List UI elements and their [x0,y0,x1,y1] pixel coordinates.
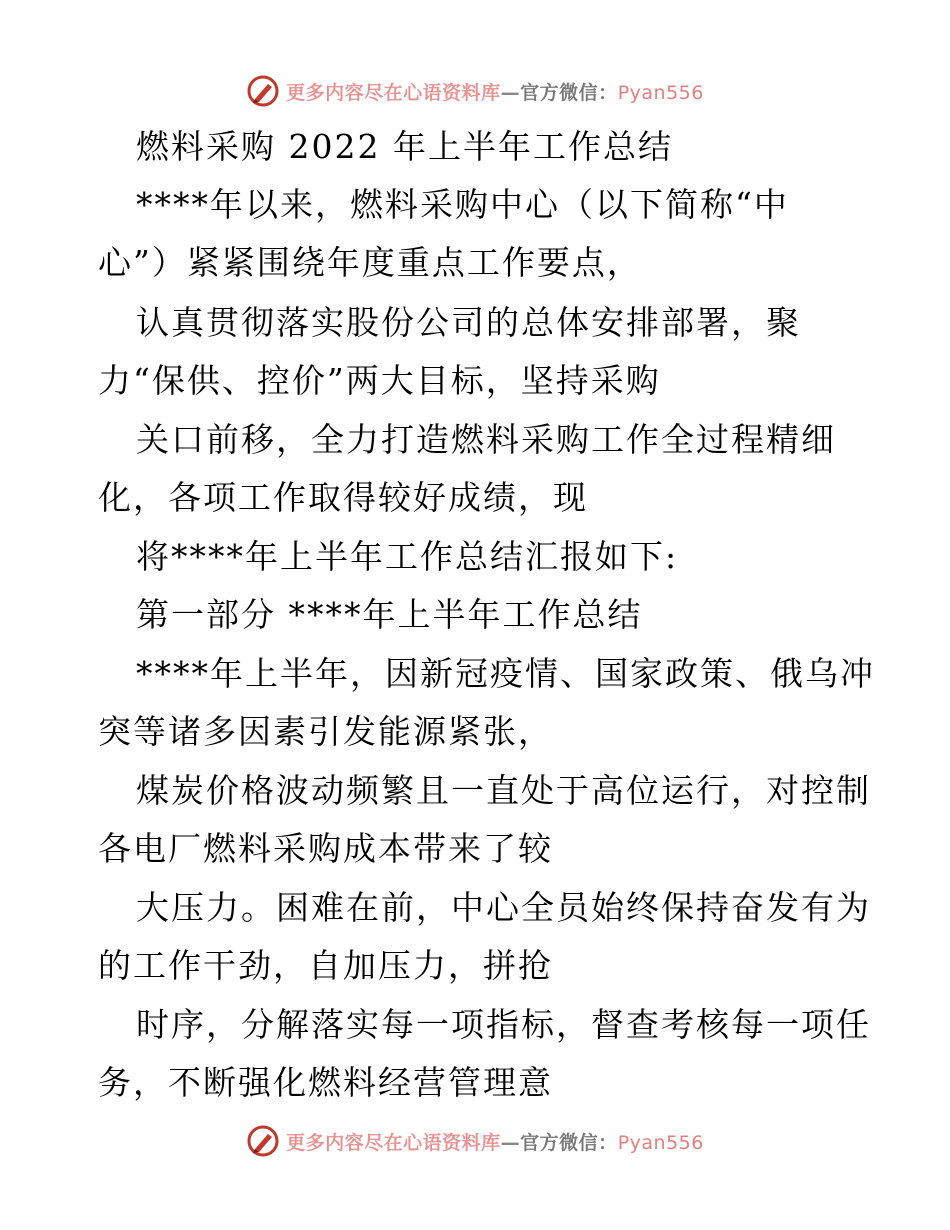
paragraph-line: 务，不断强化燃料经营管理意 [98,1063,553,1102]
paragraph-line: 心”）紧紧围绕年度重点工作要点， [98,243,642,282]
watermark-text [286,1128,704,1155]
paragraph-line: 化，各项工作取得较好成绩，现 [98,478,588,517]
watermark-brand: 更多内容尽在心语资料库 [286,1131,501,1154]
paragraph-line: 将****年上半年工作总结汇报如下: [136,537,679,576]
pen-logo-icon [246,1124,280,1158]
paragraph-line: 关口前移，全力打造燃料采购工作全过程精细 [136,420,836,459]
watermark-dash: — [500,1131,521,1154]
document-title: 燃料采购 2022 年上半年工作总结 [136,127,673,166]
paragraph-line: ****年上半年，因新冠疫情、国家政策、俄乌冲 [136,654,875,693]
paragraph-line: 各电厂燃料采购成本带来了较 [98,829,553,868]
paragraph-line: 认真贯彻落实股份公司的总体安排部署，聚 [136,303,801,342]
paragraph-line: 突等诸多因素引发能源紧张， [98,712,553,751]
watermark-brand: 更多内容尽在心语资料库 [286,81,501,104]
watermark-id: Pyan556 [617,81,704,104]
watermark-official: 官方微信： [520,1131,618,1154]
watermark-dash: — [500,81,521,104]
paragraph-line: 煤炭价格波动频繁且一直处于高位运行，对控制 [136,771,871,810]
watermark-official: 官方微信： [520,81,618,104]
footer-watermark [0,1121,950,1161]
section-heading: 第一部分 ****年上半年工作总结 [136,595,643,634]
paragraph-line: 力“保供、控价”两大目标，坚持采购 [98,361,661,400]
paragraph-line: 大压力。困难在前，中心全员始终保持奋发有为 [136,888,871,927]
paragraph-line: 时序，分解落实每一项指标，督查考核每一项任 [136,1005,871,1044]
paragraph-line: ****年以来，燃料采购中心（以下简称“中 [136,185,789,224]
paragraph-line: 的工作干劲，自加压力，拼抢 [98,946,553,985]
watermark-id: Pyan556 [617,1131,704,1154]
